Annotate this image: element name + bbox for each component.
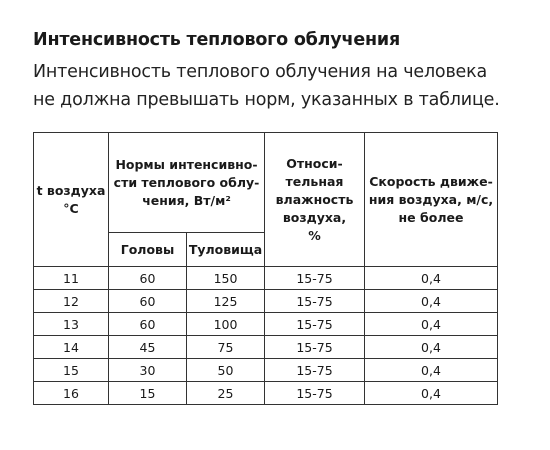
cell-head: 60 bbox=[109, 267, 187, 290]
cell-head: 30 bbox=[109, 359, 187, 382]
cell-temperature: 14 bbox=[34, 336, 109, 359]
cell-head: 15 bbox=[109, 382, 187, 405]
cell-torso: 75 bbox=[187, 336, 265, 359]
header-line: сти теплового облу- bbox=[113, 174, 260, 190]
header-line: Относи- bbox=[286, 155, 343, 171]
header-line: тельная bbox=[285, 173, 344, 189]
cell-air-speed: 0,4 bbox=[365, 267, 498, 290]
table-row bbox=[34, 313, 498, 336]
header-head: Головы bbox=[109, 233, 187, 267]
table-row bbox=[34, 359, 498, 382]
cell-humidity: 15-75 bbox=[265, 336, 365, 359]
header-torso: Туловища bbox=[187, 233, 265, 267]
table-row bbox=[34, 290, 498, 313]
document-body bbox=[33, 58, 533, 114]
header-irradiation-norms bbox=[109, 133, 265, 233]
cell-humidity: 15-75 bbox=[265, 359, 365, 382]
cell-head: 60 bbox=[109, 313, 187, 336]
cell-air-speed: 0,4 bbox=[365, 336, 498, 359]
header-air-temperature bbox=[34, 133, 109, 267]
cell-humidity: 15-75 bbox=[265, 313, 365, 336]
header-line: Нормы интенсивно- bbox=[115, 156, 258, 172]
cell-temperature: 16 bbox=[34, 382, 109, 405]
cell-temperature: 15 bbox=[34, 359, 109, 382]
header-line: воздуха, bbox=[282, 209, 347, 225]
cell-air-speed: 0,4 bbox=[365, 359, 498, 382]
header-relative-humidity bbox=[265, 133, 365, 267]
header-line: °C bbox=[63, 200, 79, 216]
table-row bbox=[34, 336, 498, 359]
cell-temperature: 11 bbox=[34, 267, 109, 290]
table-row bbox=[34, 382, 498, 405]
header-line: % bbox=[308, 227, 321, 243]
body-line: не должна превышать норм, указанных в таблице. bbox=[33, 90, 500, 110]
header-line: влажность bbox=[275, 191, 354, 207]
header-line: t воздуха bbox=[36, 182, 106, 198]
cell-temperature: 12 bbox=[34, 290, 109, 313]
cell-air-speed: 0,4 bbox=[365, 290, 498, 313]
cell-air-speed: 0,4 bbox=[365, 313, 498, 336]
cell-humidity: 15-75 bbox=[265, 382, 365, 405]
cell-air-speed: 0,4 bbox=[365, 382, 498, 405]
header-air-speed bbox=[365, 133, 498, 267]
cell-torso: 50 bbox=[187, 359, 265, 382]
body-line: Интенсивность теплового облучения на человека bbox=[33, 62, 488, 82]
cell-temperature: 13 bbox=[34, 313, 109, 336]
cell-head: 45 bbox=[109, 336, 187, 359]
header-line: Скорость движе- bbox=[369, 173, 493, 189]
document-title: Интенсивность теплового облучения bbox=[33, 30, 400, 50]
table-row bbox=[34, 267, 498, 290]
cell-humidity: 15-75 bbox=[265, 290, 365, 313]
cell-torso: 125 bbox=[187, 290, 265, 313]
cell-torso: 150 bbox=[187, 267, 265, 290]
cell-humidity: 15-75 bbox=[265, 267, 365, 290]
norms-table bbox=[33, 132, 498, 405]
header-line: чения, Вт/м² bbox=[142, 192, 231, 208]
cell-head: 60 bbox=[109, 290, 187, 313]
cell-torso: 100 bbox=[187, 313, 265, 336]
header-line: ния воздуха, м/с, bbox=[368, 191, 494, 207]
header-line: не более bbox=[398, 209, 464, 225]
cell-torso: 25 bbox=[187, 382, 265, 405]
